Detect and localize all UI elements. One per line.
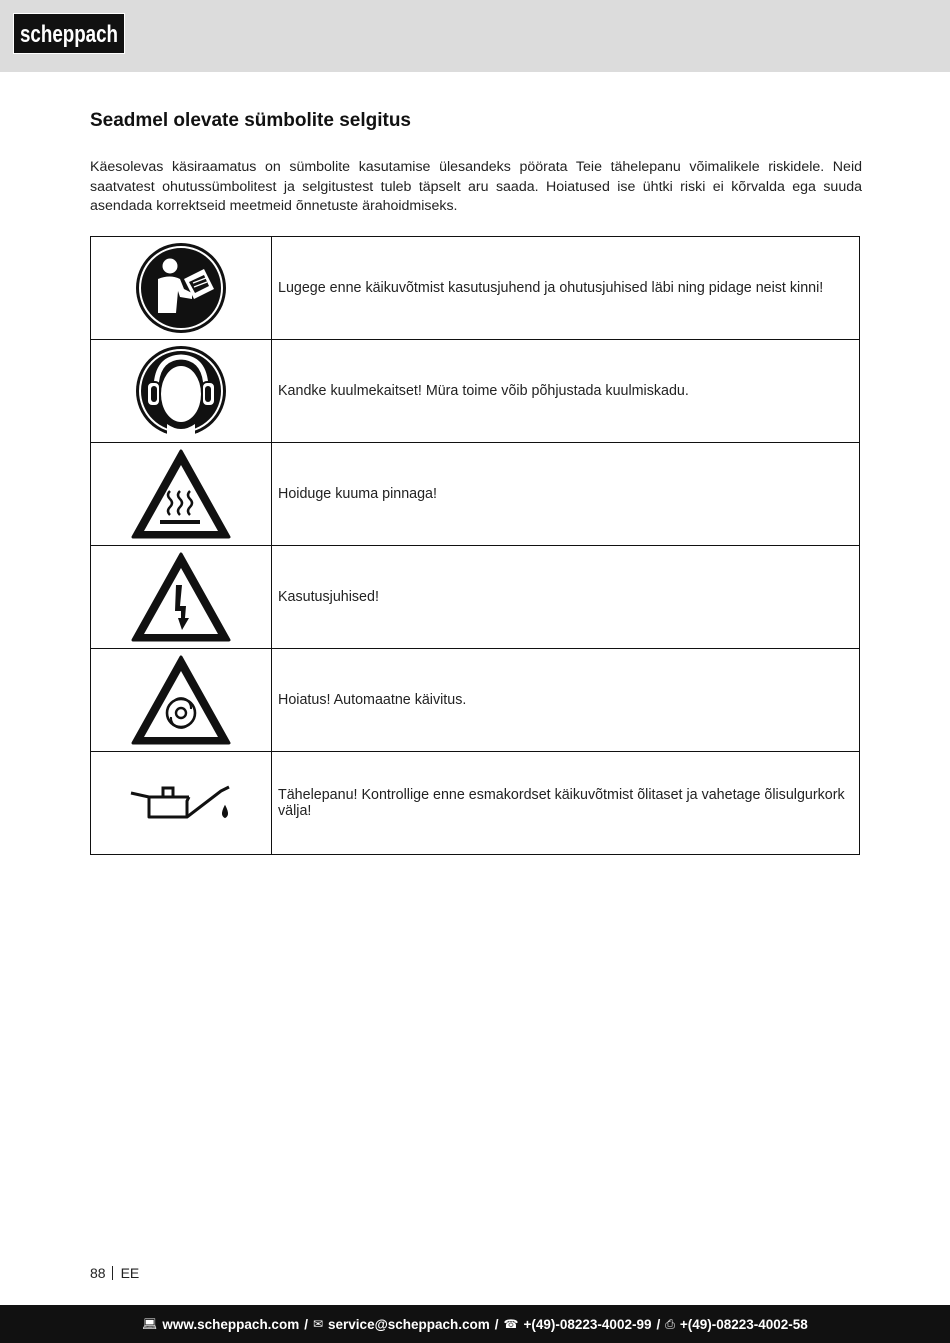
symbol-cell <box>91 340 272 443</box>
electric-shock-warning-icon <box>130 550 232 644</box>
logo-wordmark <box>17 17 121 50</box>
symbol-description: Kandke kuulmekaitset! Müra toime võib põhjustada kuulmiskadu. <box>272 340 860 443</box>
footer-separator: / <box>304 1316 308 1332</box>
page-number-divider <box>112 1266 113 1280</box>
fax-icon: ⎙ <box>665 1316 675 1331</box>
symbol-description: Lugege enne käikuvõtmist kasutusjuhend ja ohutusjuhised läbi ning pidage neist kinni! <box>272 237 860 340</box>
symbol-cell <box>91 546 272 649</box>
computer-icon: 💻︎ <box>142 1317 158 1331</box>
table-row <box>91 237 860 340</box>
symbol-cell <box>91 752 272 855</box>
oil-can-icon <box>129 781 233 825</box>
language-code: EE <box>120 1265 140 1281</box>
page-number-block <box>90 1265 139 1281</box>
symbols-table <box>90 236 860 855</box>
footer-website[interactable]: www.scheppach.com <box>162 1316 300 1332</box>
hot-surface-warning-icon <box>130 447 232 541</box>
footer-separator: / <box>494 1316 499 1332</box>
email-icon: ✉ <box>312 1317 324 1331</box>
table-row <box>91 340 860 443</box>
table-row <box>91 443 860 546</box>
scheppach-logo <box>13 13 125 54</box>
symbol-description: Hoiduge kuuma pinnaga! <box>272 443 860 546</box>
page-title: Seadmel olevate sümbolite selgitus <box>90 110 411 131</box>
hearing-protection-icon <box>134 344 228 438</box>
table-row <box>91 649 860 752</box>
page-footer <box>0 1305 950 1343</box>
table-row <box>91 752 860 855</box>
symbol-cell <box>91 649 272 752</box>
footer-fax: +(49)-08223-4002-58 <box>679 1316 808 1332</box>
svg-text:scheppach: scheppach <box>20 21 118 48</box>
symbol-description: Kasutusjuhised! <box>272 546 860 649</box>
automatic-start-warning-icon <box>130 653 232 747</box>
symbol-description: Tähelepanu! Kontrollige enne esmakordset käikuvõtmist õlitaset ja vahetage õlisulgurkork välja! <box>272 752 860 855</box>
footer-separator: / <box>656 1316 661 1332</box>
phone-icon: ☎ <box>503 1317 519 1331</box>
read-manual-icon <box>134 241 228 335</box>
symbol-description: Hoiatus! Automaatne käivitus. <box>272 649 860 752</box>
symbol-cell <box>91 237 272 340</box>
page-header <box>0 0 950 72</box>
table-row <box>91 546 860 649</box>
page-number: 88 <box>90 1265 106 1281</box>
footer-phone: +(49)-08223-4002-99 <box>523 1316 652 1332</box>
intro-paragraph: Käesolevas käsiraamatus on sümbolite kasutamise ülesandeks pöörata Teie tähelepanu võimalikele riskidele. Neid saatvatest ohutussümbolitest ja selgitustest tuleb täpselt aru saada. Hoiatused ise ühtki riski ei kõrvalda ega suuda asendada korrektseid meetmeid õnnetuste ärahoidmiseks. <box>90 159 862 214</box>
footer-email[interactable]: service@scheppach.com <box>328 1316 490 1332</box>
symbol-cell <box>91 443 272 546</box>
